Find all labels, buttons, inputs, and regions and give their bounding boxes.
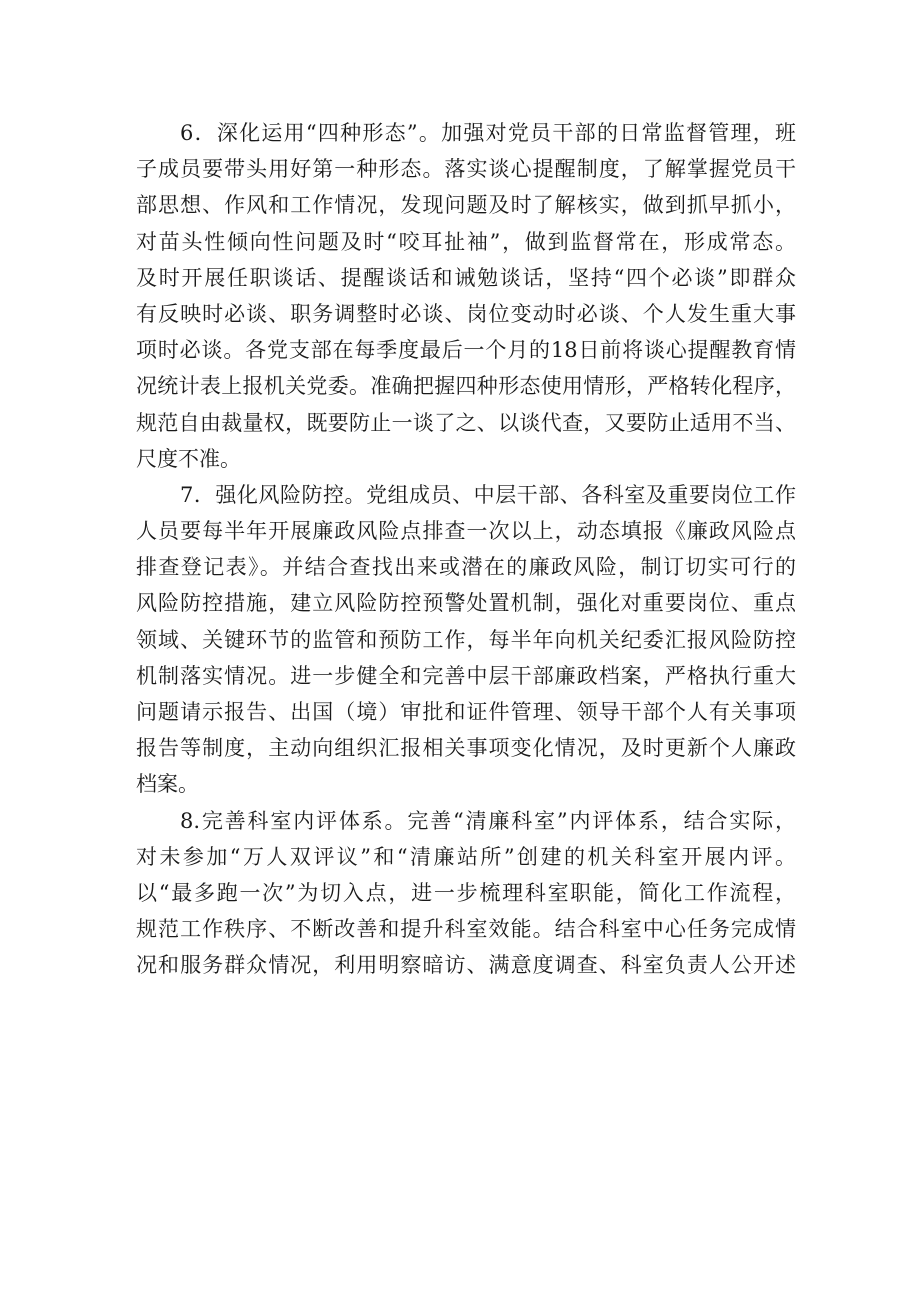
text-line: 项时必谈。各党支部在每季度最后一个月的18日前将谈心提醒教育情	[136, 338, 796, 363]
text-line: 况统计表上报机关党委。准确把握四种形态使用情形，严格转化程序，	[136, 374, 796, 399]
text-line: 有反映时必谈、职务调整时必谈、岗位变动时必谈、个人发生重大事	[136, 301, 796, 326]
text-line: 问题请示报告、出国（境）审批和证件管理、领导干部个人有关事项	[136, 700, 796, 724]
paragraph-7	[136, 477, 796, 803]
text-line: 规范自由裁量权，既要防止一谈了之、以谈代查，又要防止适用不当、	[136, 410, 796, 435]
paragraph-8	[136, 803, 796, 984]
text-line: 人员要每半年开展廉政风险点排查一次以上，动态填报《廉政风险点	[136, 519, 796, 544]
text-line: 规范工作秩序、不断改善和提升科室效能。结合科室中心任务完成情	[136, 917, 796, 942]
text-line: 对苗头性倾向性问题及时“咬耳扯袖”，做到监督常在，形成常态。	[136, 229, 796, 254]
text-line: 部思想、作风和工作情况，发现问题及时了解核实，做到抓早抓小，	[136, 193, 796, 218]
text-line: 8.完善科室内评体系。完善“清廉科室”内评体系，结合实际，	[180, 808, 796, 833]
text-line: 况和服务群众情况，利用明察暗访、满意度调查、科室负责人公开述	[136, 953, 796, 978]
text-line: 报告等制度，主动向组织汇报相关事项变化情况，及时更新个人廉政	[136, 736, 796, 761]
text-line: 排查登记表》。并结合查找出来或潜在的廉政风险，制订切实可行的	[136, 555, 796, 580]
text-line: 以“最多跑一次”为切入点，进一步梳理科室职能，简化工作流程，	[136, 880, 796, 905]
text-line: 7．强化风险防控。党组成员、中层干部、各科室及重要岗位工作	[180, 482, 796, 507]
text-line: 子成员要带头用好第一种形态。落实谈心提醒制度，了解掌握党员干	[136, 157, 796, 182]
text-line: 领域、关键环节的监管和预防工作，每半年向机关纪委汇报风险防控	[136, 627, 796, 652]
text-line: 对未参加“万人双评议”和“清廉站所”创建的机关科室开展内评。	[136, 844, 796, 869]
text-line: 6．深化运用“四种形态”。加强对党员干部的日常监督管理，班	[180, 121, 796, 145]
paragraph-6	[136, 115, 796, 477]
text-line: 及时开展任职谈话、提醒谈话和诫勉谈话，坚持“四个必谈”即群众	[136, 265, 796, 290]
text-line: 风险防控措施，建立风险防控预警处置机制，强化对重要岗位、重点	[136, 591, 796, 616]
text-line: 机制落实情况。进一步健全和完善中层干部廉政档案，严格执行重大	[136, 663, 796, 688]
text-line: 档案。	[136, 772, 199, 797]
text-line: 尺度不准。	[136, 446, 241, 471]
document-body	[136, 115, 796, 984]
